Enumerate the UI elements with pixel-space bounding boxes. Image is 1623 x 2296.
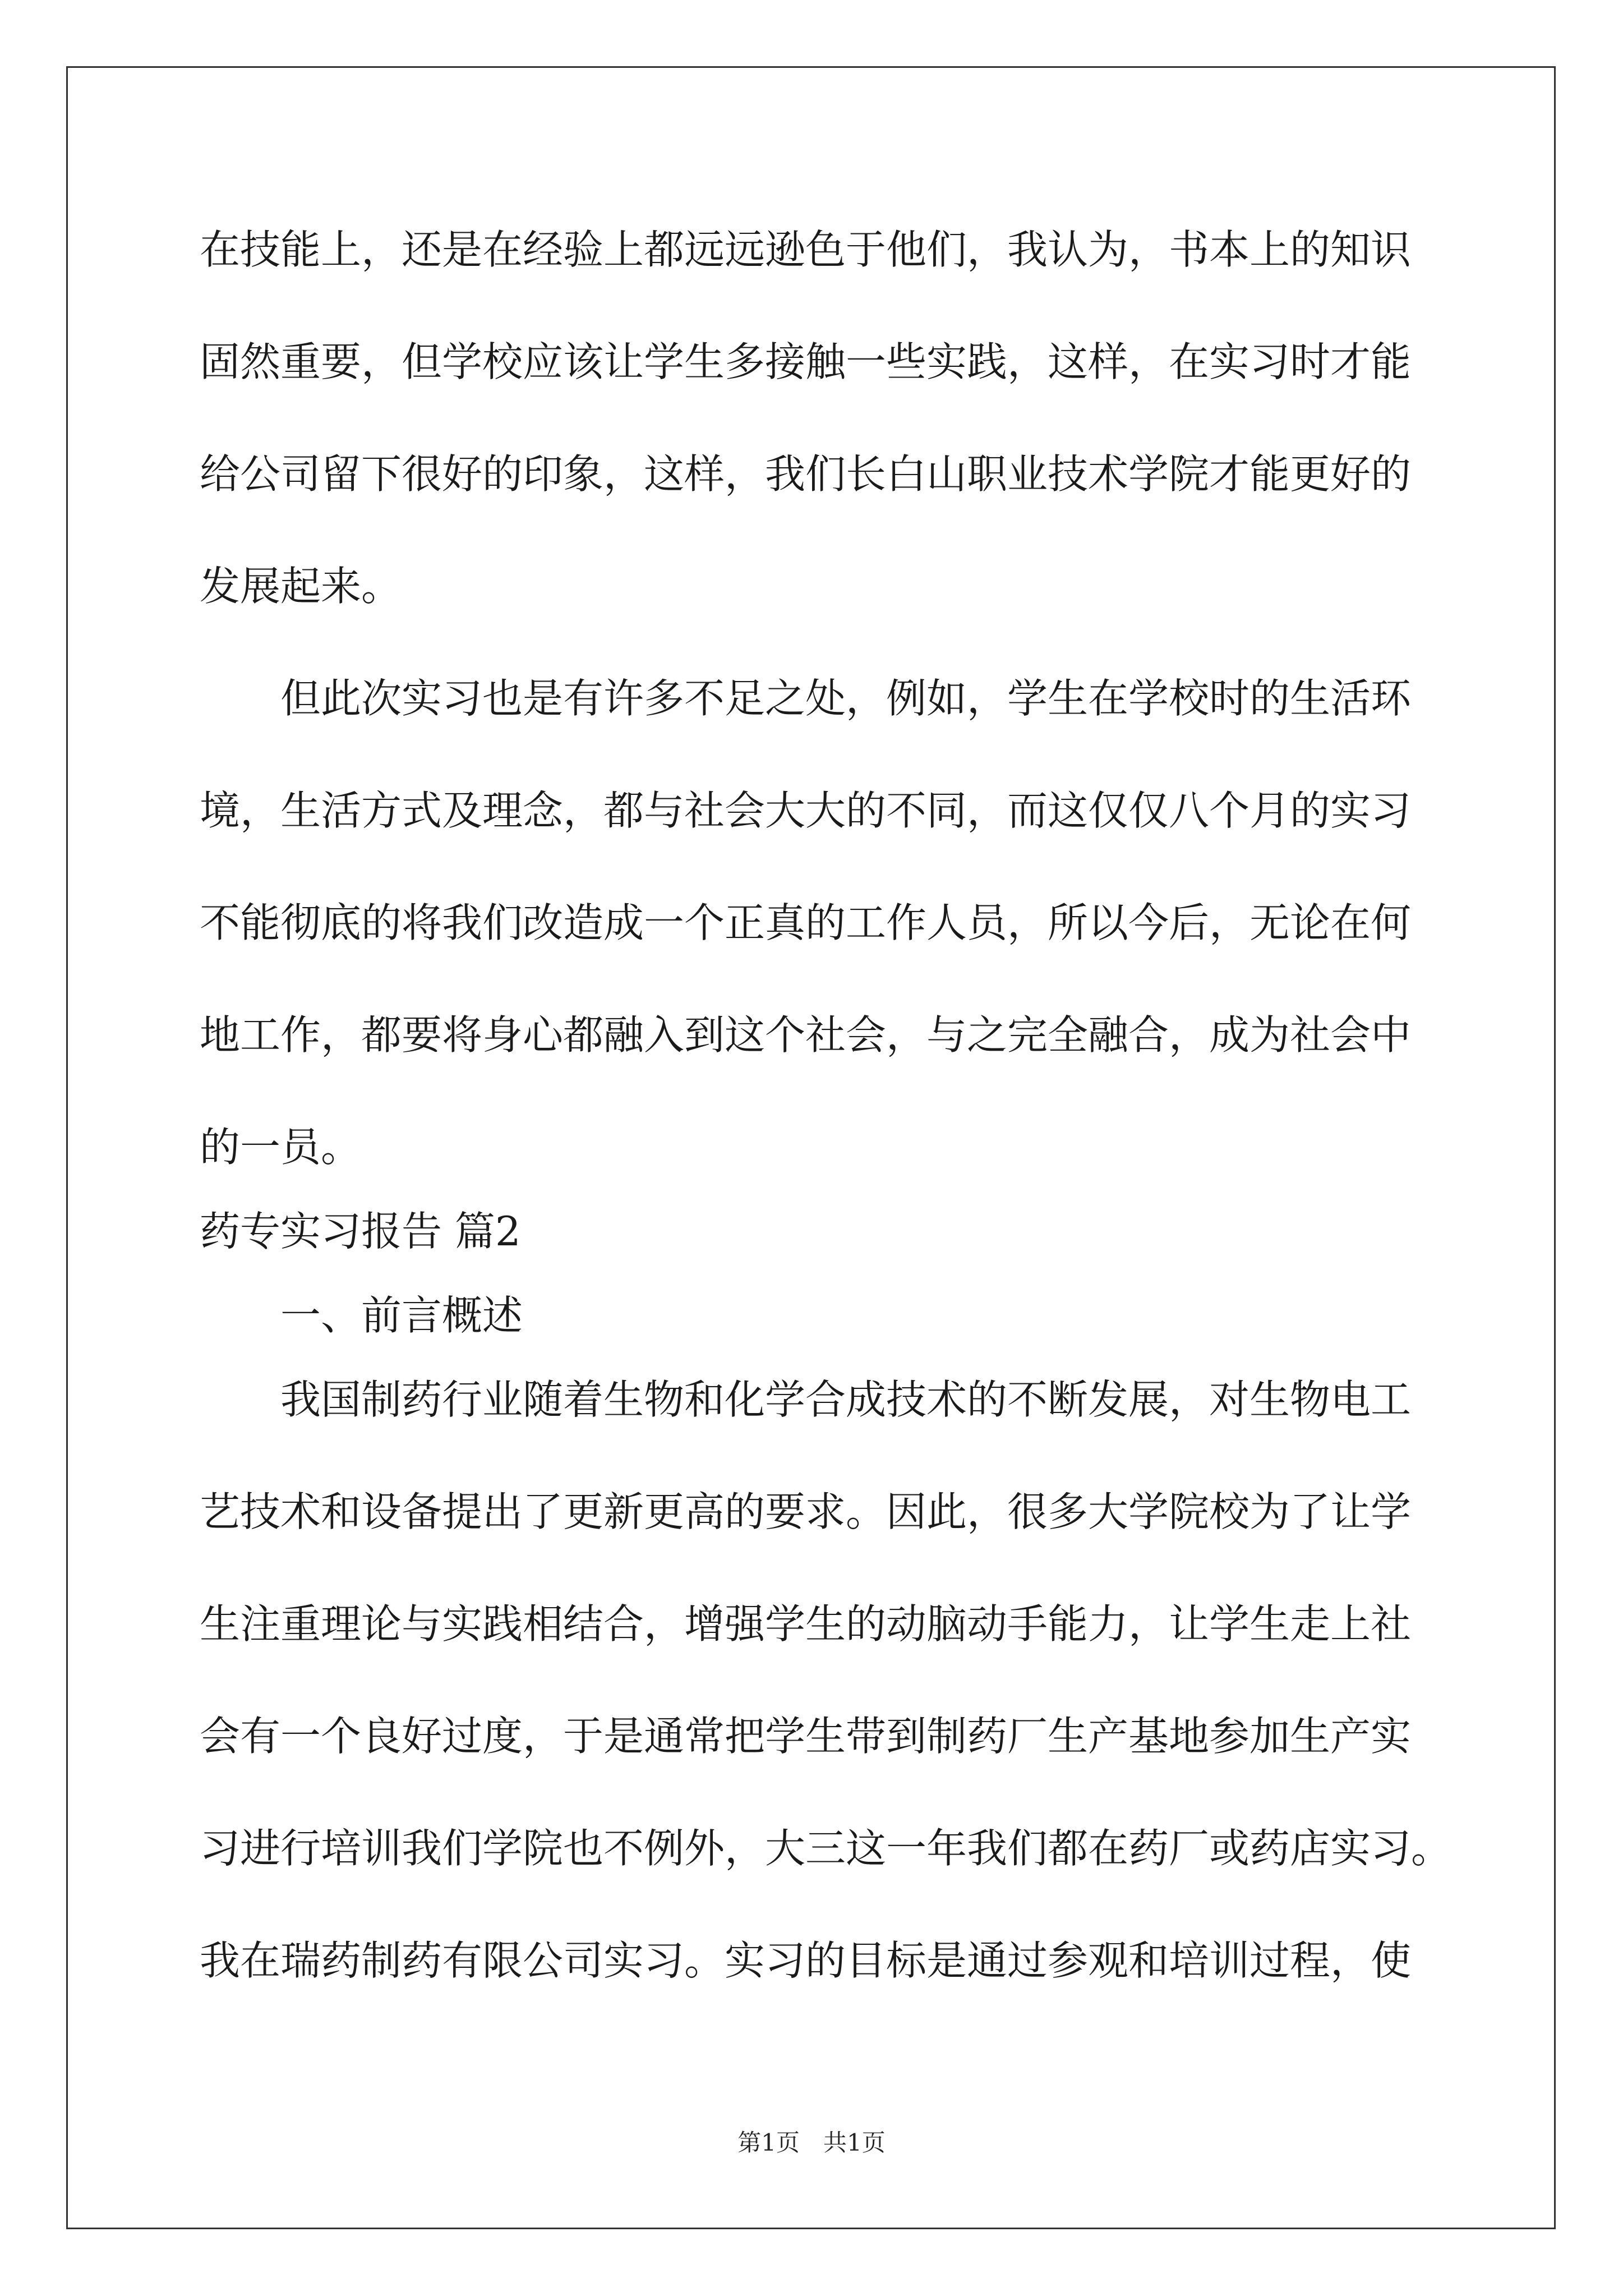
text-line: 地工作，都要将身心都融入到这个社会，与之完全融合，成为社会中 [200, 1011, 1412, 1059]
paragraph-first-line: 但此次实习也是有许多不足之处，例如，学生在学校时的生活环 [280, 675, 1412, 722]
text-line: 在技能上，还是在经验上都远远逊色于他们，我认为，书本上的知识 [200, 226, 1412, 273]
text-line: 生注重理论与实践相结合，增强学生的动脑动手能力，让学生走上社 [200, 1600, 1412, 1648]
text-line: 境，生活方式及理念，都与社会大大的不同，而这仅仅八个月的实习 [200, 787, 1412, 834]
text-line: 发展起来。 [200, 563, 402, 610]
text-line: 给公司留下很好的印象，这样，我们长白山职业技术学院才能更好的 [200, 450, 1412, 498]
subsection-heading: 一、前言概述 [280, 1292, 523, 1339]
text-line: 固然重要，但学校应该让学生多接触一些实践，这样，在实习时才能 [200, 338, 1412, 385]
text-line: 艺技术和设备提出了更新更高的要求。因此，很多大学院校为了让学 [200, 1488, 1412, 1535]
text-line: 的一员。 [200, 1124, 362, 1171]
section-heading: 药专实习报告 篇2 [200, 1208, 521, 1255]
text-line: 不能彻底的将我们改造成一个正真的工作人员，所以今后，无论在何 [200, 899, 1412, 946]
text-line: 习进行培训我们学院也不例外，大三这一年我们都在药厂或药店实习。 [200, 1825, 1452, 1872]
text-line: 我在瑞药制药有限公司实习。实习的目标是通过参观和培训过程，使 [200, 1937, 1412, 1984]
paragraph-first-line: 我国制药行业随着生物和化学合成技术的不断发展，对生物电工 [280, 1376, 1412, 1423]
page-footer: 第1页 共1页 [737, 2129, 886, 2156]
text-line: 会有一个良好过度，于是通常把学生带到制药厂生产基地参加生产实 [200, 1713, 1412, 1760]
